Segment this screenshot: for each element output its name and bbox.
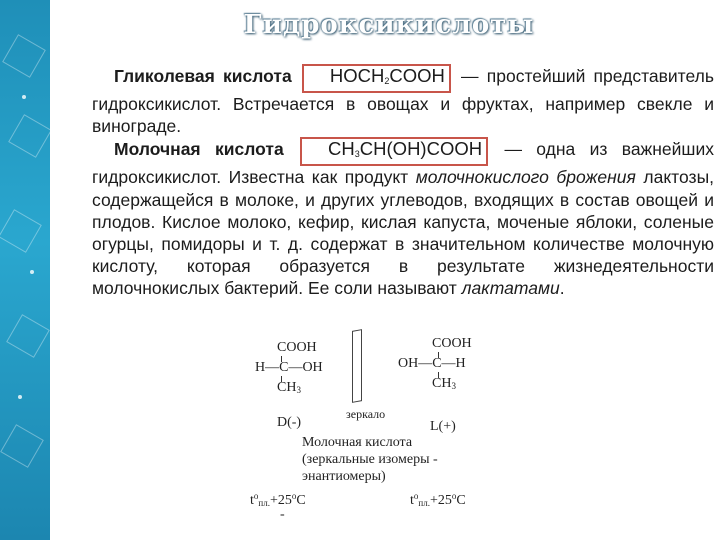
d-top-group: COOH bbox=[277, 340, 317, 355]
mirror-plane bbox=[352, 329, 362, 403]
l-isomer-label: L(+) bbox=[430, 419, 456, 434]
hexagon-decoration bbox=[0, 424, 44, 468]
dot-decoration bbox=[22, 95, 26, 99]
d-bottom-group: $CH_3$ bbox=[277, 380, 301, 395]
lactic-acid-description: — одна из важнейших гидроксикислот. Известна как продукт молочнокислого брожения лактозы, содержащейся в молоке, и других углеводов, входящих в состав овощей и плодов. Кислое молоко, кефир, кислая капуста, моченые яблоки, соленые огурцы, помидоры и т. д. содержат в значительном количестве молочную кислоту, которая образуется в результате жизнедеятельности молочнокислых бактерий. Ее соли называют лактатами. bbox=[92, 139, 715, 299]
caption-line: энантиомеры) bbox=[302, 469, 386, 484]
caption-line: (зеркальные изомеры - bbox=[302, 452, 438, 467]
lactic-acid-formula: $CH_3CH(OH)COOH$ bbox=[300, 137, 488, 166]
mirror-label: зеркало bbox=[346, 407, 386, 421]
dot-decoration bbox=[18, 395, 22, 399]
l-bottom-group: $CH_3$ bbox=[432, 376, 456, 391]
lactic-acid-name: Молочная кислота bbox=[114, 139, 284, 160]
body-text bbox=[92, 64, 714, 300]
d-center-row: H—C—OH bbox=[255, 360, 323, 375]
slide bbox=[58, 0, 720, 540]
isomer-caption bbox=[302, 434, 438, 485]
paragraph-glycolic bbox=[92, 64, 714, 137]
hexagon-decoration bbox=[8, 114, 50, 158]
d-isomer-label: D(-) bbox=[277, 415, 302, 430]
l-melting-point: $t^o_{пл.}+25^oC$ bbox=[410, 491, 466, 508]
hexagon-decoration bbox=[0, 209, 42, 253]
glycolic-acid-formula: $HOCH_2COOH$ bbox=[302, 64, 451, 93]
glycolic-acid-name: Гликолевая кислота bbox=[114, 66, 292, 86]
paragraph-lactic bbox=[92, 137, 714, 299]
d-dash: - bbox=[280, 507, 285, 522]
hexagon-decoration bbox=[6, 314, 50, 358]
decorative-side-band bbox=[0, 0, 50, 540]
l-top-group: COOH bbox=[432, 336, 472, 351]
l-isomer-structure bbox=[398, 336, 498, 396]
caption-line: Молочная кислота bbox=[302, 435, 413, 450]
d-melting-point: $t^o_{пл.}+25^oC$ bbox=[250, 491, 306, 508]
hexagon-decoration bbox=[2, 34, 46, 78]
dot-decoration bbox=[30, 270, 34, 274]
l-center-row: OH—C—H bbox=[398, 356, 466, 371]
d-isomer-structure bbox=[255, 340, 345, 400]
glycolic-acid-description: — простейший представитель гидроксикислот. Встречается в овощах и фруктах, например свекле и винограде. bbox=[92, 66, 714, 137]
slide-title: Гидроксикислоты bbox=[243, 10, 535, 40]
